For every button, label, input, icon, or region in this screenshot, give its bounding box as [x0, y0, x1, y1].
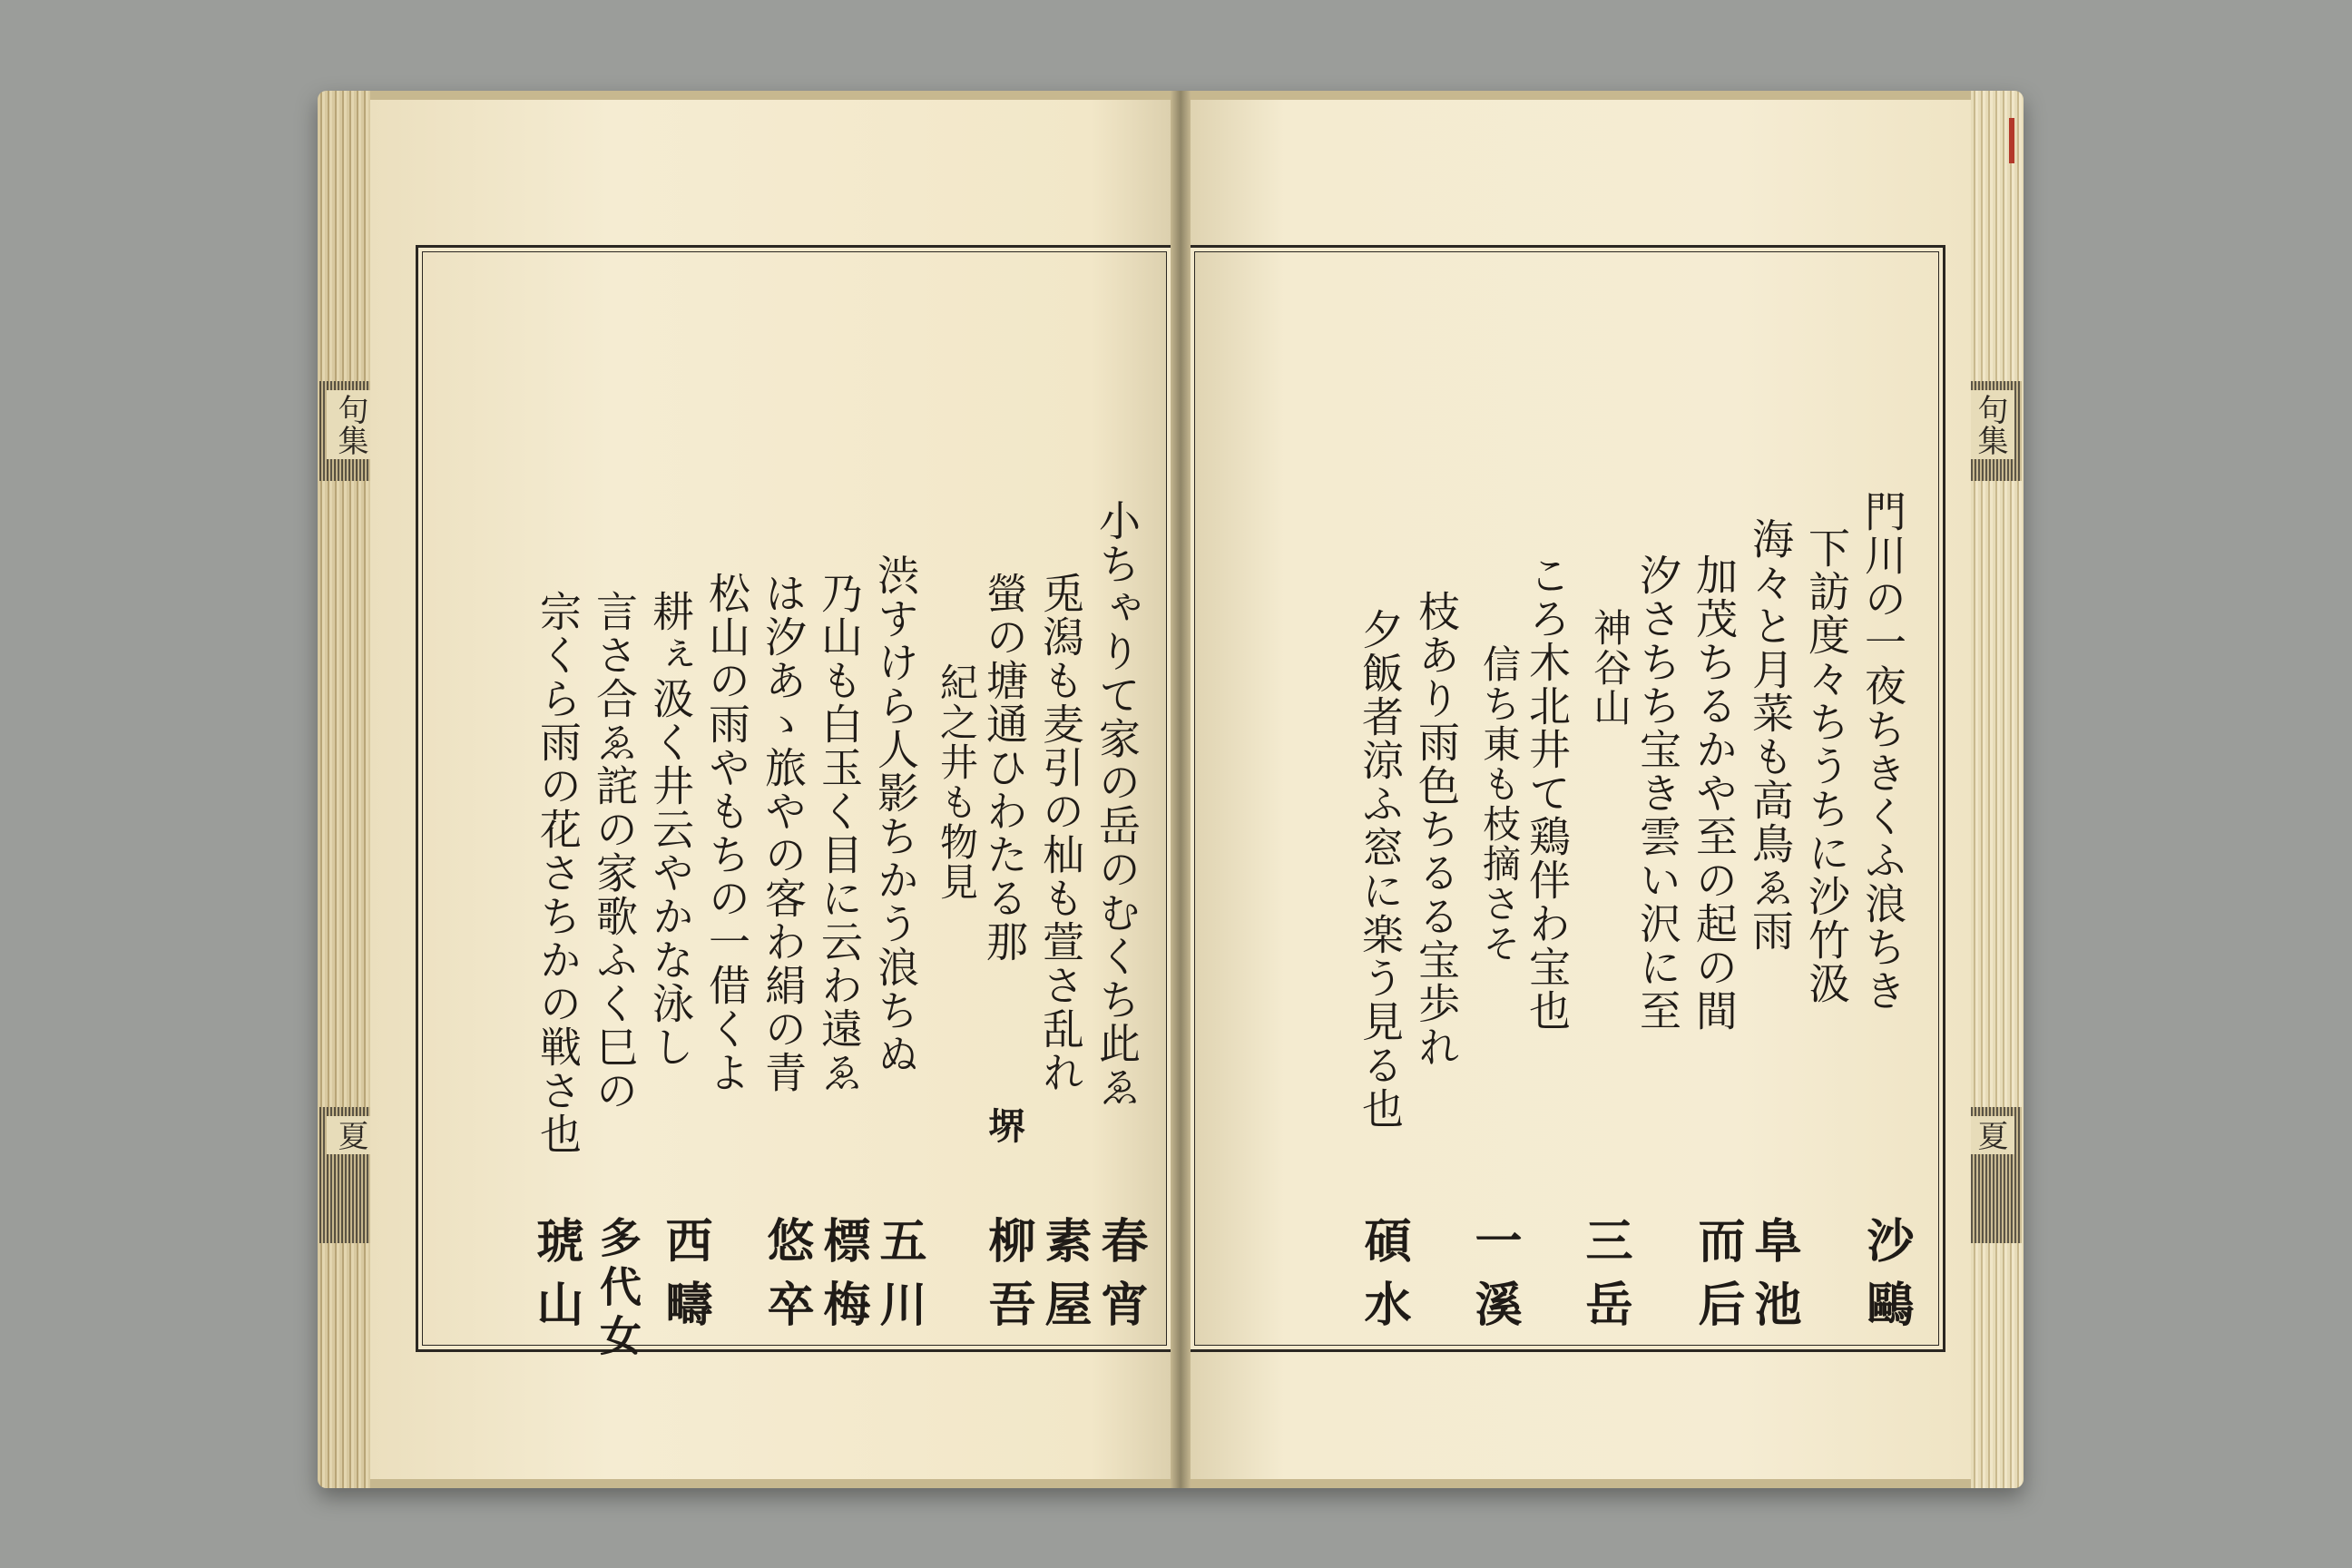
poem-line: ころ木北井て鶏伴わ宝也 [1523, 554, 1572, 1033]
poem-line: 渋すけら人影ちかう浪ちぬ [871, 554, 920, 1076]
author-name: 阜池 [1746, 1216, 1801, 1343]
author-name: 多代女 [593, 1216, 642, 1363]
author-name: 標梅 [815, 1216, 870, 1343]
author-name: 沙鷗 [1858, 1216, 1914, 1343]
poem-line: 乃山も白玉く目に云わ遠ゑ [815, 572, 864, 1094]
poem-line: 言さ合ゑ詫の家歌ふく巳の [590, 590, 639, 1112]
poem-line: 海々と月菜も高鳥ゑ雨 [1746, 517, 1795, 953]
author-name: 一溪 [1466, 1216, 1522, 1343]
right-edge-title: 句集 [1966, 390, 2014, 459]
open-book [318, 91, 2024, 1488]
right-edge-section: 夏 [1966, 1116, 2014, 1154]
author-name: 碩水 [1356, 1216, 1411, 1343]
place-name: 堺 [983, 1107, 1025, 1145]
author-name: 三岳 [1577, 1216, 1632, 1343]
poem-line: 小ちゃりて家の岳のむくち此ゑ [1093, 499, 1142, 1109]
right-page [1191, 100, 1971, 1479]
author-name: 而后 [1690, 1216, 1745, 1343]
author-name: 素屋 [1036, 1216, 1092, 1343]
poem-line: 汐さちち宝き雲い沢に至 [1633, 554, 1682, 1033]
book-gutter [1171, 91, 1191, 1488]
left-page-edges [318, 91, 370, 1488]
author-name: 悠卒 [759, 1216, 814, 1343]
left-edge-section: 夏 [327, 1116, 375, 1154]
poem-line: 兎潟も麦引の杣も萱さ乱れ [1036, 572, 1085, 1094]
red-cover-mark [2009, 118, 2014, 163]
poem-headnote: 紀之井も物見 [935, 662, 979, 902]
poem-line: 下訪度々ちうちに沙竹汲 [1802, 526, 1851, 1005]
poem-line: 門川の一夜ちきくふ浪ちき [1858, 490, 1907, 1013]
author-name: 柳吾 [980, 1216, 1035, 1343]
left-edge-title: 句集 [327, 390, 375, 459]
author-name: 五川 [871, 1216, 926, 1343]
poem-line: 枝あり雨色ちるる宝歩れ [1412, 590, 1461, 1069]
poem-line: 耕ぇ汲く井云やかな泳し [646, 590, 695, 1069]
poem-line: 螢の塘通ひわたる那 [980, 572, 1029, 964]
poem-line: 夕飯者涼ふ窓に楽う見る也 [1356, 608, 1405, 1131]
poem-line: は汐あゝ旅やの客わ絹の青 [759, 572, 808, 1094]
poem-line: 加茂ちるかや至の起の間 [1690, 554, 1739, 1033]
poem-line: 宗くら雨の花さちかの戦さ也 [534, 590, 583, 1156]
author-name: 春宵 [1093, 1216, 1148, 1343]
author-name: 西疇 [657, 1216, 712, 1343]
poem-headnote: 信ち東も枝摘さそ [1477, 644, 1522, 964]
poem-line: 松山の雨やもちの一借くよ [702, 572, 751, 1094]
poem-headnote: 神谷山 [1588, 608, 1632, 728]
right-page-edges [1971, 91, 2024, 1488]
author-name: 琥山 [528, 1216, 583, 1343]
left-page [370, 100, 1171, 1479]
